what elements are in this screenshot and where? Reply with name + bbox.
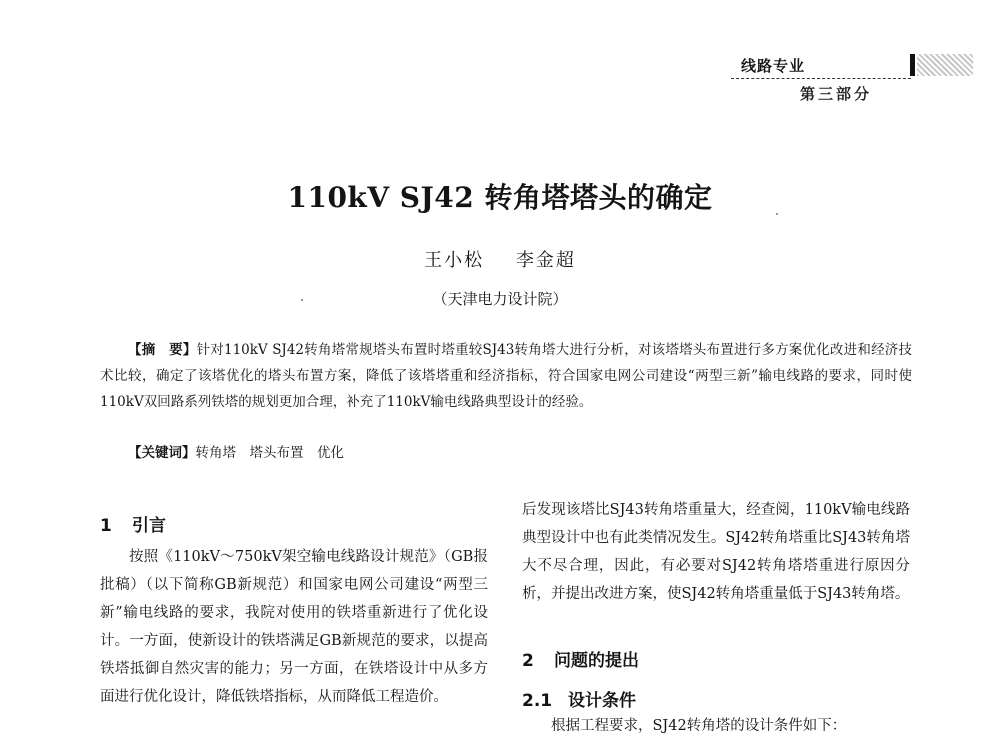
section-2-heading xyxy=(522,646,910,671)
section-2-1-heading xyxy=(522,686,910,711)
section-title: 设计条件 xyxy=(568,691,636,711)
section-number: 1 xyxy=(100,516,112,536)
section-1-heading xyxy=(100,511,488,536)
running-header-section: 第三部分 xyxy=(800,85,873,103)
paper-title: 110kV SJ42 转角塔塔头的确定 xyxy=(287,181,713,214)
abstract-text: 针对110kV SJ42转角塔常规塔头布置时塔重较SJ43转角塔大进行分析，对该塔塔头布置进行多方案优化改进和经济技术比较，确定了该塔优化的塔头布置方案，降低了该塔塔重和经济指标，符合国家电网公司建设“两型三新”输电线路的要求，同时使110kV双回路系列铁塔的规划更加合理，补充了110kV输电线路典型设计的经验。 xyxy=(100,342,912,410)
section-2-1-paragraph: 根据工程要求，SJ42转角塔的设计条件如下： xyxy=(551,718,847,734)
abstract xyxy=(100,337,912,415)
section-number: 2.1 xyxy=(522,691,553,711)
keywords-label: 【关键词】 xyxy=(128,445,196,461)
paper-affiliation: （天津电力设计院） xyxy=(432,290,568,308)
paper-authors: 王小松 李金超 xyxy=(424,250,576,271)
section-1-paragraph: 按照《110kV～750kV架空输电线路设计规范》（GB报批稿）（以下简称GB新规范）和国家电网公司建设“两型三新”输电线路的要求，我院对使用的铁塔重新进行了优化设计。一方面，使新设计的铁塔满足GB新规范的要求，以提高铁塔抵御自然灾害的能力；另一方面，在铁塔设计中从多方面进行优化设计，降低铁塔指标，从而降低工程造价。 xyxy=(100,549,488,705)
abstract-label: 【摘 要】 xyxy=(128,342,197,358)
header-divider xyxy=(731,78,911,79)
header-hatch-pattern xyxy=(917,54,973,76)
header-marker-bar xyxy=(910,54,915,76)
section-title: 问题的提出 xyxy=(554,651,639,671)
section-number: 2 xyxy=(522,651,534,671)
keywords xyxy=(128,441,344,461)
section-1-continued-paragraph: 后发现该塔比SJ43转角塔重量大，经查阅，110kV输电线路典型设计中也有此类情况发生。SJ42转角塔重比SJ43转角塔大不尽合理，因此，有必要对SJ42转角塔塔重进行原因分析，并提出改进方案，使SJ42转角塔重量低于SJ43转角塔。 xyxy=(522,502,910,602)
keywords-text: 转角塔 塔头布置 优化 xyxy=(195,445,344,461)
section-title: 引言 xyxy=(132,516,166,536)
running-header-category: 线路专业 xyxy=(741,57,806,75)
